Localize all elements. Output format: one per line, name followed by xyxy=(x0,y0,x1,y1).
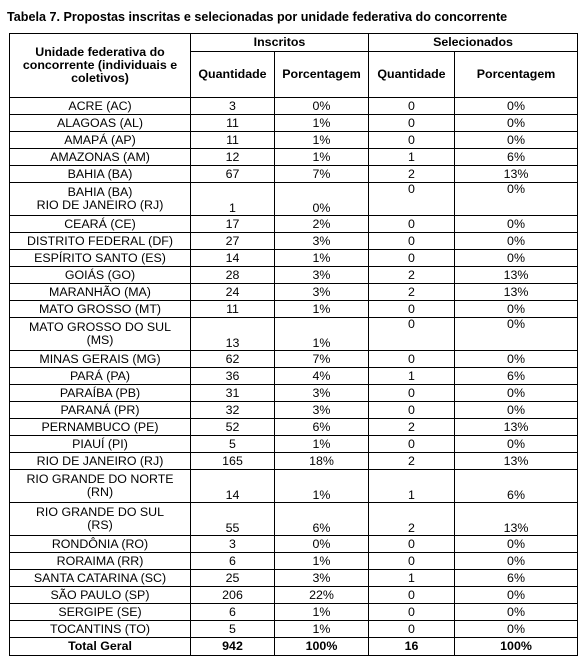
selecionados-porcentagem-cell: 6% xyxy=(455,570,578,587)
state-cell: RORAIMA (RR) xyxy=(10,553,191,570)
inscritos-quantidade-cell: 13 xyxy=(191,318,275,351)
inscritos-quantidade-cell: 17 xyxy=(191,216,275,233)
selecionados-porcentagem-cell: 0% xyxy=(455,301,578,318)
state-cell: RONDÔNIA (RO) xyxy=(10,536,191,553)
selecionados-quantidade-cell: 1 xyxy=(369,570,455,587)
table-row xyxy=(10,503,578,536)
state-name-line1: MATO GROSSO DO SUL xyxy=(28,320,172,334)
state-cell: BAHIA (BA) xyxy=(10,166,191,183)
selecionados-quantidade-cell: 0 xyxy=(369,604,455,621)
state-cell: MATO GROSSO (MT) xyxy=(10,301,191,318)
inscritos-quantidade-cell: 14 xyxy=(191,250,275,267)
selecionados-quantidade-cell: 1 xyxy=(369,470,455,503)
selecionados-porcentagem-cell: 0% xyxy=(455,604,578,621)
state-name-line2: RIO DE JANEIRO (RJ) xyxy=(36,198,164,212)
selecionados-quantidade-header: Quantidade xyxy=(369,52,455,98)
state-cell: PARAÍBA (PB) xyxy=(10,385,191,402)
selecionados-quantidade-cell: 2 xyxy=(369,503,455,536)
state-name-line2: (RN) xyxy=(86,485,114,499)
state-cell xyxy=(10,470,191,503)
selecionados-quantidade-cell: 0 xyxy=(369,250,455,267)
state-cell xyxy=(10,503,191,536)
selecionados-porcentagem-cell: 6% xyxy=(455,368,578,385)
table-row xyxy=(10,284,578,301)
selecionados-quantidade-cell: 2 xyxy=(369,267,455,284)
selecionados-porcentagem-cell: 0% xyxy=(455,553,578,570)
state-cell: MARANHÃO (MA) xyxy=(10,284,191,301)
inscritos-porcentagem-cell: 2% xyxy=(275,216,369,233)
total-inscritos-porcentagem: 100% xyxy=(275,638,369,656)
inscritos-quantidade-cell: 11 xyxy=(191,115,275,132)
selecionados-quantidade-cell: 0 xyxy=(369,536,455,553)
state-cell: ESPÍRITO SANTO (ES) xyxy=(10,250,191,267)
selecionados-quantidade-cell: 0 xyxy=(369,98,455,115)
inscritos-quantidade-header: Quantidade xyxy=(191,52,275,98)
table-row xyxy=(10,166,578,183)
inscritos-quantidade-cell: 24 xyxy=(191,284,275,301)
selecionados-quantidade-cell: 1 xyxy=(369,149,455,166)
inscritos-porcentagem-header: Porcentagem xyxy=(275,52,369,98)
selecionados-porcentagem-cell: 13% xyxy=(455,284,578,301)
selecionados-quantidade-cell: 0 xyxy=(369,233,455,250)
state-cell: PARÁ (PA) xyxy=(10,368,191,385)
selecionados-porcentagem-cell: 0% xyxy=(455,318,578,351)
total-selecionados-quantidade: 16 xyxy=(369,638,455,656)
selecionados-porcentagem-cell: 0% xyxy=(455,132,578,149)
inscritos-quantidade-cell: 1 xyxy=(191,183,275,216)
state-cell: GOIÁS (GO) xyxy=(10,267,191,284)
table-row xyxy=(10,553,578,570)
table-row xyxy=(10,587,578,604)
total-row xyxy=(10,638,578,656)
inscritos-quantidade-cell: 52 xyxy=(191,419,275,436)
table-row xyxy=(10,453,578,470)
table-row xyxy=(10,149,578,166)
proposals-table xyxy=(9,33,578,656)
inscritos-quantidade-cell: 55 xyxy=(191,503,275,536)
inscritos-porcentagem-cell: 1% xyxy=(275,301,369,318)
table-row xyxy=(10,233,578,250)
selecionados-porcentagem-cell: 0% xyxy=(455,621,578,638)
inscritos-quantidade-cell: 12 xyxy=(191,149,275,166)
selecionados-quantidade-cell: 2 xyxy=(369,284,455,301)
state-cell: PARANÁ (PR) xyxy=(10,402,191,419)
total-label: Total Geral xyxy=(10,638,191,656)
inscritos-group-header: Inscritos xyxy=(191,34,369,52)
selecionados-porcentagem-cell: 0% xyxy=(455,351,578,368)
inscritos-porcentagem-cell: 1% xyxy=(275,115,369,132)
inscritos-porcentagem-cell: 4% xyxy=(275,368,369,385)
inscritos-quantidade-cell: 11 xyxy=(191,301,275,318)
selecionados-quantidade-cell: 0 xyxy=(369,436,455,453)
state-cell: ALAGOAS (AL) xyxy=(10,115,191,132)
table-row xyxy=(10,115,578,132)
state-cell: MINAS GERAIS (MG) xyxy=(10,351,191,368)
selecionados-porcentagem-header: Porcentagem xyxy=(455,52,578,98)
inscritos-quantidade-cell: 165 xyxy=(191,453,275,470)
table-row xyxy=(10,385,578,402)
state-cell: CEARÁ (CE) xyxy=(10,216,191,233)
selecionados-quantidade-cell: 1 xyxy=(369,368,455,385)
table-row xyxy=(10,183,578,216)
state-name-line1: RIO GRANDE DO NORTE xyxy=(26,472,174,486)
selecionados-porcentagem-cell: 0% xyxy=(455,98,578,115)
inscritos-porcentagem-cell: 0% xyxy=(275,536,369,553)
table-row xyxy=(10,621,578,638)
total-inscritos-quantidade: 942 xyxy=(191,638,275,656)
inscritos-quantidade-cell: 3 xyxy=(191,536,275,553)
selecionados-quantidade-cell: 0 xyxy=(369,318,455,351)
selecionados-quantidade-cell: 0 xyxy=(369,115,455,132)
selecionados-porcentagem-cell: 13% xyxy=(455,419,578,436)
inscritos-porcentagem-cell: 3% xyxy=(275,267,369,284)
table-row xyxy=(10,536,578,553)
selecionados-quantidade-cell: 0 xyxy=(369,132,455,149)
state-cell xyxy=(10,183,191,216)
state-name-line2: (RS) xyxy=(87,518,113,532)
inscritos-porcentagem-cell: 1% xyxy=(275,621,369,638)
selecionados-porcentagem-cell: 6% xyxy=(455,470,578,503)
state-cell: PIAUÍ (PI) xyxy=(10,436,191,453)
table-row xyxy=(10,301,578,318)
inscritos-porcentagem-cell: 1% xyxy=(275,250,369,267)
state-cell: TOCANTINS (TO) xyxy=(10,621,191,638)
state-name-line1: BAHIA (BA) xyxy=(67,185,133,199)
state-name-line1: RIO GRANDE DO SUL xyxy=(35,505,165,519)
inscritos-quantidade-cell: 11 xyxy=(191,132,275,149)
table-row xyxy=(10,132,578,149)
selecionados-porcentagem-cell: 0% xyxy=(455,402,578,419)
selecionados-quantidade-cell: 0 xyxy=(369,621,455,638)
selecionados-quantidade-cell: 0 xyxy=(369,402,455,419)
table-row xyxy=(10,351,578,368)
table-row xyxy=(10,368,578,385)
inscritos-porcentagem-cell: 1% xyxy=(275,318,369,351)
state-name-line2: (MS) xyxy=(86,333,114,347)
inscritos-quantidade-cell: 6 xyxy=(191,604,275,621)
inscritos-quantidade-cell: 5 xyxy=(191,436,275,453)
selecionados-porcentagem-cell: 0% xyxy=(455,233,578,250)
selecionados-porcentagem-cell: 13% xyxy=(455,267,578,284)
table-body xyxy=(10,98,578,638)
inscritos-quantidade-cell: 25 xyxy=(191,570,275,587)
selecionados-porcentagem-cell: 0% xyxy=(455,436,578,453)
state-cell: ACRE (AC) xyxy=(10,98,191,115)
state-cell: SERGIPE (SE) xyxy=(10,604,191,621)
selecionados-porcentagem-cell: 6% xyxy=(455,149,578,166)
inscritos-porcentagem-cell: 3% xyxy=(275,233,369,250)
inscritos-porcentagem-cell: 7% xyxy=(275,166,369,183)
inscritos-porcentagem-cell: 7% xyxy=(275,351,369,368)
selecionados-quantidade-cell: 0 xyxy=(369,216,455,233)
selecionados-porcentagem-cell: 0% xyxy=(455,115,578,132)
table-row xyxy=(10,470,578,503)
table-row xyxy=(10,318,578,351)
table-row xyxy=(10,570,578,587)
inscritos-porcentagem-cell: 1% xyxy=(275,470,369,503)
selecionados-quantidade-cell: 0 xyxy=(369,553,455,570)
selecionados-porcentagem-cell: 0% xyxy=(455,536,578,553)
inscritos-porcentagem-cell: 3% xyxy=(275,402,369,419)
inscritos-porcentagem-cell: 22% xyxy=(275,587,369,604)
table-row xyxy=(10,604,578,621)
table-row xyxy=(10,250,578,267)
state-cell: AMAPÁ (AP) xyxy=(10,132,191,149)
table-row xyxy=(10,436,578,453)
selecionados-quantidade-cell: 2 xyxy=(369,419,455,436)
inscritos-porcentagem-cell: 1% xyxy=(275,132,369,149)
inscritos-porcentagem-cell: 3% xyxy=(275,284,369,301)
inscritos-porcentagem-cell: 0% xyxy=(275,98,369,115)
inscritos-quantidade-cell: 36 xyxy=(191,368,275,385)
selecionados-quantidade-cell: 2 xyxy=(369,166,455,183)
inscritos-porcentagem-cell: 3% xyxy=(275,570,369,587)
table-row xyxy=(10,267,578,284)
inscritos-porcentagem-cell: 6% xyxy=(275,419,369,436)
inscritos-quantidade-cell: 3 xyxy=(191,98,275,115)
selecionados-porcentagem-cell: 0% xyxy=(455,250,578,267)
state-cell xyxy=(10,318,191,351)
inscritos-porcentagem-cell: 3% xyxy=(275,385,369,402)
selecionados-quantidade-cell: 0 xyxy=(369,385,455,402)
inscritos-quantidade-cell: 62 xyxy=(191,351,275,368)
selecionados-quantidade-cell: 0 xyxy=(369,351,455,368)
selecionados-porcentagem-cell: 13% xyxy=(455,166,578,183)
selecionados-porcentagem-cell: 13% xyxy=(455,453,578,470)
state-cell: RIO DE JANEIRO (RJ) xyxy=(10,453,191,470)
inscritos-porcentagem-cell: 18% xyxy=(275,453,369,470)
inscritos-quantidade-cell: 32 xyxy=(191,402,275,419)
selecionados-group-header: Selecionados xyxy=(369,34,578,52)
table-row xyxy=(10,402,578,419)
selecionados-quantidade-cell: 2 xyxy=(369,453,455,470)
state-cell: AMAZONAS (AM) xyxy=(10,149,191,166)
inscritos-quantidade-cell: 6 xyxy=(191,553,275,570)
selecionados-quantidade-cell: 0 xyxy=(369,183,455,216)
state-cell: SÃO PAULO (SP) xyxy=(10,587,191,604)
selecionados-porcentagem-cell: 0% xyxy=(455,183,578,216)
inscritos-quantidade-cell: 67 xyxy=(191,166,275,183)
selecionados-porcentagem-cell: 13% xyxy=(455,503,578,536)
state-cell: SANTA CATARINA (SC) xyxy=(10,570,191,587)
inscritos-quantidade-cell: 31 xyxy=(191,385,275,402)
inscritos-porcentagem-cell: 1% xyxy=(275,553,369,570)
state-column-header: Unidade federativa do concorrente (individuais e coletivos) xyxy=(10,34,191,98)
state-cell: DISTRITO FEDERAL (DF) xyxy=(10,233,191,250)
inscritos-quantidade-cell: 206 xyxy=(191,587,275,604)
inscritos-porcentagem-cell: 1% xyxy=(275,604,369,621)
inscritos-quantidade-cell: 28 xyxy=(191,267,275,284)
table-row xyxy=(10,98,578,115)
inscritos-porcentagem-cell: 1% xyxy=(275,149,369,166)
inscritos-quantidade-cell: 14 xyxy=(191,470,275,503)
table-group-header-row xyxy=(10,34,578,52)
inscritos-porcentagem-cell: 1% xyxy=(275,436,369,453)
selecionados-quantidade-cell: 0 xyxy=(369,587,455,604)
selecionados-quantidade-cell: 0 xyxy=(369,301,455,318)
selecionados-porcentagem-cell: 0% xyxy=(455,587,578,604)
inscritos-porcentagem-cell: 6% xyxy=(275,503,369,536)
inscritos-quantidade-cell: 27 xyxy=(191,233,275,250)
inscritos-quantidade-cell: 5 xyxy=(191,621,275,638)
table-caption: Tabela 7. Propostas inscritas e selecionadas por unidade federativa do concorrente xyxy=(7,10,508,24)
total-selecionados-porcentagem: 100% xyxy=(455,638,578,656)
inscritos-porcentagem-cell: 0% xyxy=(275,183,369,216)
selecionados-porcentagem-cell: 0% xyxy=(455,216,578,233)
table-row xyxy=(10,419,578,436)
state-cell: PERNAMBUCO (PE) xyxy=(10,419,191,436)
table-row xyxy=(10,216,578,233)
selecionados-porcentagem-cell: 0% xyxy=(455,385,578,402)
